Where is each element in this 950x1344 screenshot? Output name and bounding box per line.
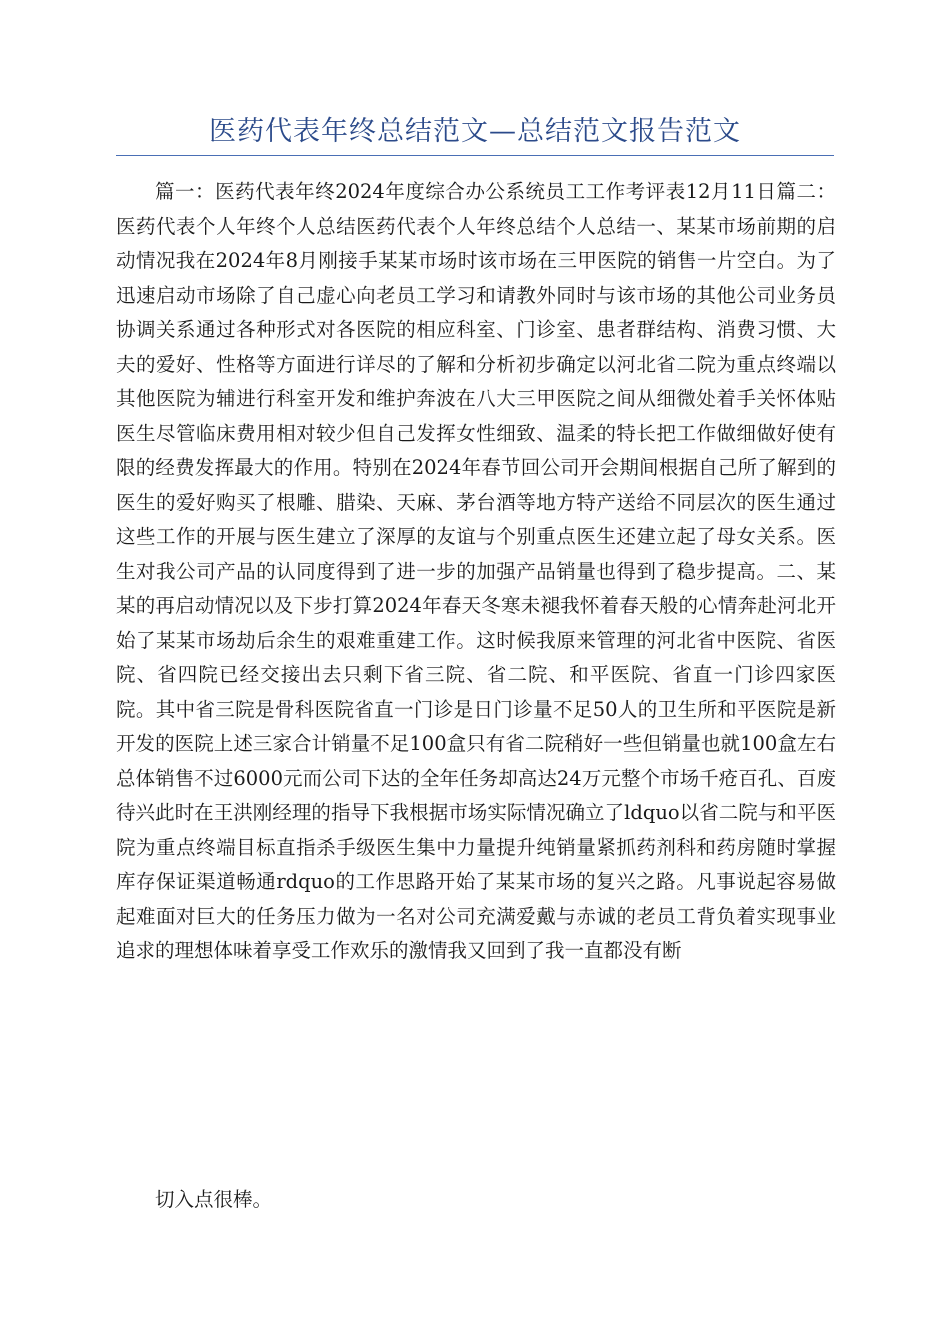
document-body: 篇一：医药代表年终2024年度综合办公系统员工工作考评表12月11日篇二：医药代表个人年终个人总结医药代表个人年终总结个人总结一、某某市场前期的启动情况我在2024年8月刚接手某某市场时该市场在三甲医院的销售一片空白。为了迅速启动市场除了自己虚心向老员工学习和请教外同时与该市场的其他公司业务员协调关系通过各种形式对各医院的相应科室、门诊室、患者群结构、消费习惯、大夫的爱好、性格等方面进行详尽的了解和分析初步确定以河北省二院为重点终端以其他医院为辅进行科室开发和维护奔波在八大三甲医院之间从细微处着手关怀体贴医生尽管临床费用相对较少但自己发挥女性细致、温柔的特长把工作做细做好使有限的经费发挥最大的作用。特别在2024年春节回公司开会期间根据自己所了解到的医生的爱好购买了根雕、腊染、天麻、茅台酒等地方特产送给不同层次的医生通过这些工作的开展与医生建立了深厚的友谊与个别重点医生还建立起了母女关系。医生对我公司产品的认同度得到了进一步的加强产品销量也得到了稳步提高。二、某某的再启动情况以及下步打算2024年春天冬寒未褪我怀着春天般的心情奔赴河北开始了某某市场劫后余生的艰难重建工作。这时候我原来管理的河北省中医院、省医院、省四院已经交接出去只剩下省三院、省二院、和平医院、省直一门诊四家医院。其中省三院是骨科医院省直一门诊是日门诊量不足50人的卫生所和平医院是新开发的医院上述三家合计销量不足100盒只有省二院稍好一些但销量也就100盒左右总体销售不过6000元而公司下达的全年任务却高达24万元整个市场千疮百孔、百废待兴此时在王洪刚经理的指导下我根据市场实际情况确立了ldquo以省二院与和平医院为重点终端目标直指杀手级医生集中力量提升纯销量紧抓药剂科和药房随时掌握库存保证渠道畅通rdquo的工作思路开始了某某市场的复兴之路。凡事说起容易做起难面对巨大的任务压力做为一名对公司充满爱戴与赤诚的老员工背负着实现事业追求的理想体味着享受工作欢乐的激情我又回到了我一直都没有断 [116, 180, 836, 962]
title-divider [116, 155, 834, 156]
document-title: 医药代表年终总结范文—总结范文报告范文 [209, 116, 741, 147]
document-comment: 切入点很棒。 [155, 1188, 273, 1211]
